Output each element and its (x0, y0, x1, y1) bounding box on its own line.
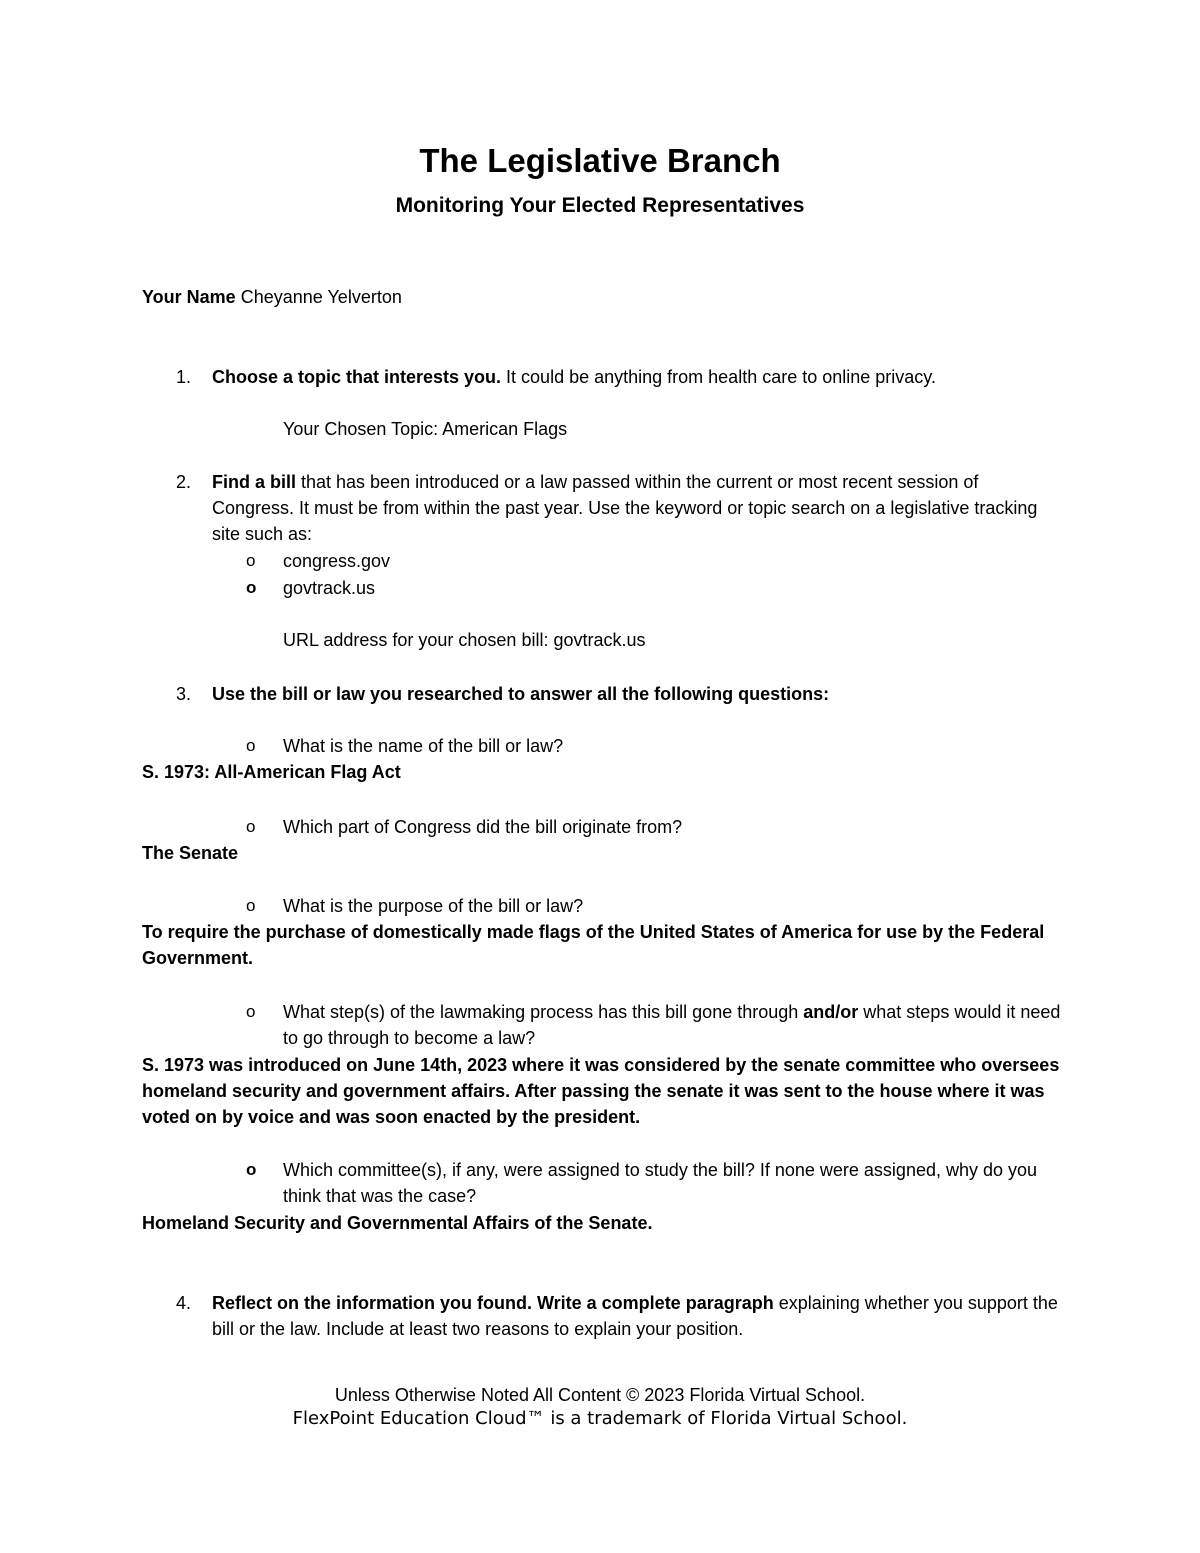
answer: The Senate (142, 843, 239, 863)
q1-text (212, 364, 1062, 390)
question: Which committee(s), if any, were assigned to study the bill? If none were assigned, why do you think that was the case? (283, 1160, 1038, 1206)
q1-topic-line: Your Chosen Topic: American Flags (283, 419, 568, 439)
name-value: Cheyanne Yelverton (240, 287, 402, 307)
question: Which part of Congress did the bill originate from? (283, 817, 683, 837)
answer: S. 1973 was introduced on June 14th, 2023 where it was considered by the senate committee who oversees homeland security and government affairs. After passing the senate it was sent to the house where it was voted on by voice and was soon enacted by the president. (142, 1055, 1060, 1127)
bullet: o (246, 551, 256, 570)
bullet: o (246, 1160, 257, 1179)
bullet: o (246, 578, 257, 597)
name-label: Your Name (142, 287, 236, 307)
question-part: What step(s) of the lawmaking process has this bill gone through (283, 1002, 804, 1022)
q1-rest: It could be anything from health care to online privacy. (501, 367, 936, 387)
q2-bold: Find a bill (212, 472, 296, 492)
q2-text (212, 469, 1062, 547)
q4-number: 4. (176, 1293, 192, 1313)
q1-number: 1. (176, 367, 192, 387)
question-part: what steps would it need to go through to become a law? (283, 1002, 1061, 1048)
answer: To require the purchase of domestically made flags of the United States of America for use by the Federal Government. (142, 922, 1045, 968)
page-subtitle: Monitoring Your Elected Representatives (395, 194, 805, 217)
q3-number: 3. (176, 684, 192, 704)
q2-url-line: URL address for your chosen bill: govtrack.us (283, 630, 646, 650)
q1-bold: Choose a topic that interests you. (212, 367, 502, 387)
name-line (142, 284, 402, 310)
site-item: govtrack.us (283, 578, 376, 598)
answer: S. 1973: All-American Flag Act (142, 762, 401, 782)
answer: Homeland Security and Governmental Affairs of the Senate. (142, 1213, 653, 1233)
question: What is the purpose of the bill or law? (283, 896, 584, 916)
q2-number: 2. (176, 472, 192, 492)
bullet: o (246, 896, 256, 915)
q4-rest: explaining whether you support the bill or the law. Include at least two reasons to explain your position. (212, 1293, 1058, 1339)
footer-trademark: FlexPoint Education Cloud™ is a trademark of Florida Virtual School. (292, 1408, 908, 1429)
footer-copyright: Unless Otherwise Noted All Content © 2023 Florida Virtual School. (334, 1385, 866, 1405)
q2-rest: that has been introduced or a law passed within the current or most recent session of Congress. It must be from within the past year. Use the keyword or topic search on a legislative tracking site such as: (212, 472, 1038, 544)
bullet: o (246, 817, 256, 836)
q3-text: Use the bill or law you researched to answer all the following questions: (212, 684, 830, 704)
q4-bold: Reflect on the information you found. Write a complete paragraph (212, 1293, 774, 1313)
question (283, 999, 1073, 1051)
bullet: o (246, 736, 256, 755)
bullet: o (246, 1002, 256, 1021)
question: What is the name of the bill or law? (283, 736, 564, 756)
q4-text (212, 1290, 1062, 1342)
page-title: The Legislative Branch (419, 142, 781, 179)
site-item: congress.gov (283, 551, 391, 571)
question-part: and/or (803, 1002, 859, 1022)
